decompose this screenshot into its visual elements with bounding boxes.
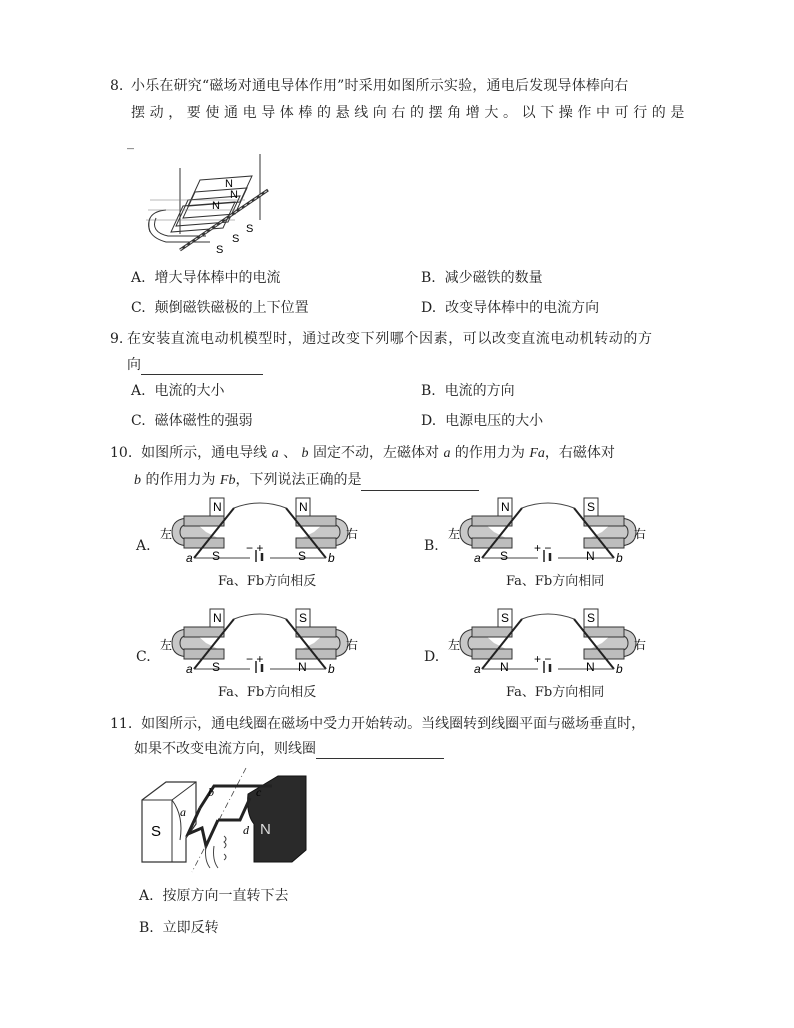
q8-stem-line1: 小乐在研究“磁场对通电导体作用”时采用如图所示实验，通电后发现导体棒向右 <box>131 78 629 94</box>
q10-option-a[interactable]: A. <box>136 538 151 554</box>
q11-fig-n: N <box>260 821 271 838</box>
q10-stem-line1: 10. 如图所示，通电导线 a 、 b 固定不动，左磁体对 a 的作用力为 Fa，右磁体对 <box>110 445 615 461</box>
q10-right-label: 右 <box>346 527 359 541</box>
q10-pole-label: S <box>501 611 510 625</box>
q10-figure-a <box>160 494 360 562</box>
q10-pole-label: N <box>586 549 595 562</box>
q11-answer-blank[interactable] <box>316 744 444 759</box>
q10-pole-label: S <box>212 549 221 562</box>
q9-stem-line2: 向 <box>127 355 263 375</box>
q10-answer-blank[interactable] <box>361 476 479 491</box>
q11-fig-d: d <box>243 823 249 837</box>
q10-right-label: 右 <box>634 638 647 652</box>
q8-fig-label: S <box>232 233 240 245</box>
q8-option-b[interactable]: B. 减少磁铁的数量 <box>421 270 543 286</box>
q8-number: 8. <box>110 78 124 94</box>
q10-battery-polarity: − + <box>246 652 264 666</box>
q10-battery-polarity: − + <box>246 541 264 555</box>
q10-wire-a: a <box>474 551 481 562</box>
q9-stem-line1: 在安装直流电动机模型时，通过改变下列哪个因素，可以改变直流电动机转动的方 <box>127 331 653 347</box>
q8-fig-label: N <box>225 178 233 190</box>
q10-wire-b: b <box>328 662 335 673</box>
q10-caption-c: Fa、Fb方向相反 <box>218 685 317 700</box>
q10-pole-label: N <box>501 500 510 514</box>
q10-pole-label: S <box>587 611 596 625</box>
q8-option-a[interactable]: A. 增大导体棒中的电流 <box>131 270 281 286</box>
q10-figure-b <box>448 494 648 562</box>
q10-figure-d <box>448 605 648 673</box>
q10-pole-label: S <box>298 549 307 562</box>
q8-option-d[interactable]: D. 改变导体棒中的电流方向 <box>421 300 600 316</box>
q10-pole-label: N <box>213 500 222 514</box>
q10-pole-label: S <box>587 500 596 514</box>
q11-fig-s: S <box>151 823 162 840</box>
q10-caption-b: Fa、Fb方向相同 <box>506 574 605 589</box>
q8-fig-label: N <box>212 200 220 212</box>
q10-left-label: 左 <box>160 638 173 652</box>
q10-wire-b: b <box>616 551 623 562</box>
q9-answer-blank[interactable] <box>141 360 263 375</box>
q8-option-c[interactable]: C. 颠倒磁铁磁极的上下位置 <box>131 300 309 316</box>
q10-pole-label: N <box>500 660 509 673</box>
q9-option-b[interactable]: B. 电流的方向 <box>421 383 515 399</box>
q8-stem-tail: _ <box>127 134 134 150</box>
q10-battery-polarity: + − <box>534 652 552 666</box>
q10-pole-label: S <box>212 660 221 673</box>
q8-fig-label: N <box>230 189 238 201</box>
q10-battery-polarity: + − <box>534 541 552 555</box>
q11-stem-line2: 如果不改变电流方向，则线圈 <box>134 739 444 759</box>
q8-stem-line2: 摆动，要使通电导体棒的悬线向右的摆角增大。以下操作中可行的是 <box>131 105 689 121</box>
q10-left-label: 左 <box>448 527 461 541</box>
q11-fig-a: a <box>180 805 186 819</box>
q10-left-label: 左 <box>160 527 173 541</box>
q10-figure-c <box>160 605 360 673</box>
q10-left-label: 左 <box>448 638 461 652</box>
q10-pole-label: S <box>500 549 509 562</box>
q11-fig-c: c <box>256 785 262 799</box>
q9-option-a[interactable]: A. 电流的大小 <box>131 383 225 399</box>
q10-caption-a: Fa、Fb方向相反 <box>218 574 317 589</box>
q8-fig-label: S <box>216 244 224 256</box>
q11-figure <box>136 764 311 874</box>
q10-pole-label: N <box>298 660 307 673</box>
q10-option-b[interactable]: B. <box>424 538 439 554</box>
q11-option-a[interactable]: A. 按原方向一直转下去 <box>139 888 289 904</box>
q11-stem-line1: 11. 如图所示，通电线圈在磁场中受力开始转动。当线圈转到线圈平面与磁场垂直时， <box>110 716 646 732</box>
q10-pole-label: N <box>213 611 222 625</box>
q10-pole-label: N <box>586 660 595 673</box>
q10-right-label: 右 <box>634 527 647 541</box>
q9-option-d[interactable]: D. 电源电压的大小 <box>421 413 544 429</box>
q10-pole-label: S <box>299 611 308 625</box>
q8-figure <box>140 150 275 258</box>
q10-right-label: 右 <box>346 638 359 652</box>
q10-option-d[interactable]: D. <box>424 649 440 665</box>
q10-wire-a: a <box>186 662 193 673</box>
q10-wire-b: b <box>328 551 335 562</box>
q10-stem-line2: b 的作用力为 Fb，下列说法正确的是 <box>134 470 479 491</box>
q10-pole-label: N <box>299 500 308 514</box>
q10-wire-a: a <box>186 551 193 562</box>
q10-caption-d: Fa、Fb方向相同 <box>506 685 605 700</box>
q10-wire-b: b <box>616 662 623 673</box>
q11-option-b[interactable]: B. 立即反转 <box>139 920 219 936</box>
q10-wire-a: a <box>474 662 481 673</box>
q11-fig-b: b <box>208 785 214 799</box>
q9-number: 9. <box>110 331 124 347</box>
q10-option-c[interactable]: C. <box>136 649 151 665</box>
q8-fig-label: S <box>246 223 254 235</box>
q9-option-c[interactable]: C. 磁体磁性的强弱 <box>131 413 253 429</box>
